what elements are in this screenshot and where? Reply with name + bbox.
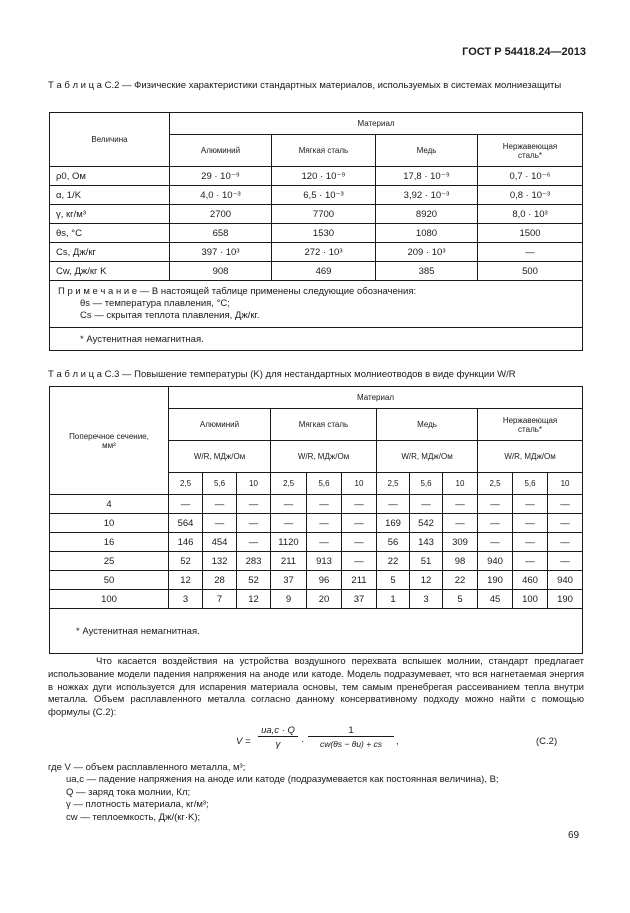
c3-wr-label: W/R, МДж/Ом [478,441,583,473]
c3-cell: 12 [410,571,443,590]
table-c3-caption-prefix: Т а б л и ц а С.3 [48,369,120,380]
c3-wr-value: 2,5 [271,473,307,495]
c3-material-aluminium: Алюминий [169,409,271,441]
c2-material-mild-steel: Мягкая сталь [272,135,376,167]
c3-cell: — [513,552,548,571]
table-row [50,262,583,281]
c2-material-copper: Медь [376,135,478,167]
c3-material-mild-steel: Мягкая сталь [271,409,377,441]
c2-cell: 7700 [272,205,376,224]
formula-den2: cw(θs − θu) + cs [319,739,383,749]
c2-cell: 1500 [478,224,583,243]
table-c2-caption [48,80,584,92]
c3-row-section: 50 [50,571,169,590]
c2-note-row [50,281,583,328]
c2-cell: 1080 [376,224,478,243]
c3-cell: 52 [169,552,203,571]
c3-cell: 190 [478,571,513,590]
c2-row-label: Cw, Дж/кг K [50,262,170,281]
c3-cell: — [237,495,271,514]
c3-cell: — [443,514,478,533]
c3-cell: 52 [237,571,271,590]
c3-cell: 564 [169,514,203,533]
c2-row-label: ρ0, Ом [50,167,170,186]
c3-material-copper: Медь [377,409,478,441]
c3-cell: — [513,495,548,514]
c3-cell: 12 [237,590,271,609]
c3-cell: — [203,495,237,514]
c2-cell: 1530 [272,224,376,243]
c3-cell: 3 [410,590,443,609]
table-row [50,243,583,262]
c3-cell: 45 [478,590,513,609]
table-row [50,186,583,205]
c2-cell: — [478,243,583,262]
c3-cell: — [169,495,203,514]
c3-cell: — [342,514,377,533]
c3-cell: — [307,495,342,514]
c3-cell: 211 [271,552,307,571]
c3-cell: — [342,552,377,571]
table-row [50,224,583,243]
c3-wr-label: W/R, МДж/Ом [271,441,377,473]
c3-cell: 9 [271,590,307,609]
c2-cell: 908 [170,262,272,281]
definition-item: cw — теплоемкость, Дж/(кг·K); [66,811,201,823]
c3-cell: — [342,495,377,514]
table-c3 [49,386,583,654]
c2-row-label: γ, кг/м³ [50,205,170,224]
c3-header-section: Поперечное сечение, мм² [50,387,169,495]
c3-wr-value: 2,5 [478,473,513,495]
c3-cell: — [237,514,271,533]
c3-cell: 98 [443,552,478,571]
c3-cell: 5 [443,590,478,609]
c2-cell: 272 · 10³ [272,243,376,262]
table-row [50,533,583,552]
c3-cell: 22 [443,571,478,590]
c2-note-line2: Cs — скрытая теплота плавления, Дж/кг. [80,310,260,321]
formula-num1: ua,c · Q [258,725,298,737]
c2-cell: 0,8 · 10⁻³ [478,186,583,205]
document-header: ГОСТ Р 54418.24—2013 [462,46,586,58]
table-row [50,552,583,571]
c3-cell: 913 [307,552,342,571]
c2-footnote: * Аустенитная немагнитная. [50,328,583,351]
c3-wr-value: 2,5 [377,473,410,495]
c3-cell: 7 [203,590,237,609]
c3-row-section: 10 [50,514,169,533]
definition-item: где V — объем расплавленного металла, м³; [48,762,246,773]
formula-tail: , [396,736,399,747]
c2-cell: 385 [376,262,478,281]
c3-wr-value: 5,6 [203,473,237,495]
table-c3-caption-text: — Повышение температуры (K) для нестандартных молниеотводов в виде функции W/R [119,369,516,380]
c3-cell: 940 [548,571,583,590]
table-c2-caption-prefix: Т а б л и ц а С.2 [48,80,120,91]
c2-note-title: П р и м е ч а н и е [58,286,138,297]
c3-cell: — [548,552,583,571]
c3-cell: 169 [377,514,410,533]
c3-cell: 12 [169,571,203,590]
c3-cell: — [478,533,513,552]
c3-cell: 283 [237,552,271,571]
c3-row-section: 100 [50,590,169,609]
c3-cell: — [513,514,548,533]
c2-note-intro: — В настоящей таблице применены следующие обозначения: [137,286,417,297]
c3-wr-value: 10 [237,473,271,495]
c3-cell: 96 [307,571,342,590]
c3-cell: — [237,533,271,552]
c3-wr-value: 5,6 [307,473,342,495]
c2-cell: 8920 [376,205,478,224]
c3-wr-value: 10 [548,473,583,495]
definition-item: ua,c — падение напряжения на аноде или катоде (подразумевается как постоянная величина), В; [66,774,499,786]
c3-cell: 940 [478,552,513,571]
c3-cell: 22 [377,552,410,571]
c2-cell: 397 · 10³ [170,243,272,262]
c2-header-quantity: Величина [50,113,170,167]
formula-number: (С.2) [536,736,558,747]
c3-cell: 100 [513,590,548,609]
c2-material-aluminium: Алюминий [170,135,272,167]
table-row [50,205,583,224]
c3-row-section: 4 [50,495,169,514]
c2-row-label: Cs, Дж/кг [50,243,170,262]
c3-cell: 28 [203,571,237,590]
c3-wr-value: 5,6 [410,473,443,495]
page-number: 69 [568,830,580,841]
c2-cell: 209 · 10³ [376,243,478,262]
c3-cell: 143 [410,533,443,552]
table-row [50,167,583,186]
c2-cell: 29 · 10⁻⁹ [170,167,272,186]
c3-cell: 146 [169,533,203,552]
c3-cell: 132 [203,552,237,571]
c3-cell: 3 [169,590,203,609]
c3-wr-value: 2,5 [169,473,203,495]
c3-cell: — [271,514,307,533]
c3-cell: 56 [377,533,410,552]
c3-wr-value: 10 [342,473,377,495]
c3-cell: 5 [377,571,410,590]
c3-cell: 37 [271,571,307,590]
c2-cell: 469 [272,262,376,281]
c3-cell: 309 [443,533,478,552]
c3-cell: — [548,495,583,514]
c3-footnote: * Аустенитная немагнитная. [50,609,583,654]
c2-cell: 4,0 · 10⁻³ [170,186,272,205]
c3-wr-label: W/R, МДж/Ом [169,441,271,473]
c2-row-label: α, 1/K [50,186,170,205]
c2-cell: 500 [478,262,583,281]
c3-cell: — [513,533,548,552]
c3-cell: — [377,495,410,514]
c3-cell: — [271,495,307,514]
c3-cell: 211 [342,571,377,590]
c3-cell: — [548,514,583,533]
c2-note-line1: θs — температура плавления, °C; [80,298,230,309]
table-row [50,590,583,609]
table-c3-caption [48,369,516,381]
definition-item: Q — заряд тока молнии, Кл; [66,786,191,798]
c2-cell: 120 · 10⁻⁹ [272,167,376,186]
c2-cell: 0,7 · 10⁻⁶ [478,167,583,186]
c3-cell: — [307,533,342,552]
c3-row-section: 25 [50,552,169,571]
definition-item: γ — плотность материала, кг/м³; [66,799,209,811]
formula-dot: · [301,736,305,747]
c3-cell: 1 [377,590,410,609]
c3-cell: 542 [410,514,443,533]
formula-lhs: V = [236,736,251,747]
c3-cell: 190 [548,590,583,609]
table-row [50,495,583,514]
c3-material-stainless: Нержавеющая сталь* [478,409,583,441]
c3-cell: 1120 [271,533,307,552]
c3-wr-value: 5,6 [513,473,548,495]
c2-cell: 6,5 · 10⁻³ [272,186,376,205]
body-paragraph: Что касается воздействия на устройства воздушного перехвата вспышек молнии, стандарт предлагает использование модели падения напряжения на аноде или катоде. Модель подразумевает, что вся нагнетаемая энергия в ножках дуги используется для испарения материала основы, тем самым пренебрегая рассеиванием тепла внутри металла. Объем расплавленного металла согласно данному консервативному подходу можно найти с помощью формулы (С.2): [48,656,584,719]
c3-header-material: Материал [169,387,583,409]
table-c2 [49,112,583,351]
c3-cell: — [478,495,513,514]
c3-wr-label: W/R, МДж/Ом [377,441,478,473]
c2-row-label: θs, °C [50,224,170,243]
c3-cell: 37 [342,590,377,609]
c3-row-section: 16 [50,533,169,552]
c3-cell: — [307,514,342,533]
c2-cell: 658 [170,224,272,243]
c2-header-material: Материал [170,113,583,135]
c3-wr-value: 10 [443,473,478,495]
formula-den1: γ [275,739,281,750]
c2-cell: 17,8 · 10⁻⁹ [376,167,478,186]
table-row [50,571,583,590]
formula-num2: 1 [308,725,394,737]
table-c2-caption-text: — Физические характеристики стандартных материалов, используемых в системах молниезащиты [119,80,562,91]
c3-cell: 454 [203,533,237,552]
c3-cell: — [443,495,478,514]
c2-material-stainless: Нержавеющая сталь* [478,135,583,167]
c2-note [58,286,574,298]
c3-cell: 51 [410,552,443,571]
c3-cell: 460 [513,571,548,590]
c3-cell: — [203,514,237,533]
c3-cell: — [410,495,443,514]
c2-cell: 2700 [170,205,272,224]
definitions-list [48,762,499,824]
c2-cell: 3,92 · 10⁻³ [376,186,478,205]
c2-cell: 8,0 · 10³ [478,205,583,224]
c3-cell: 20 [307,590,342,609]
c3-cell: — [478,514,513,533]
c3-cell: — [342,533,377,552]
table-row [50,514,583,533]
c3-cell: — [548,533,583,552]
